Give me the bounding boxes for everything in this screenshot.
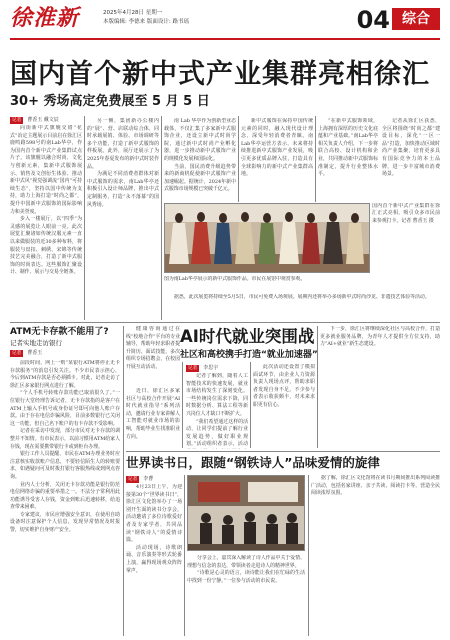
- story4-column-1: [126, 484, 182, 636]
- byline-tag: 记者: [188, 366, 198, 371]
- lead-paragraph: 记者从徐汇区获悉，全区将围绕“时尚之都”建设目标，深化“一区一品”打造，加快推动区域时尚产业集聚，培育更多具有国际竞争力的本土品牌，进一步丰富城市消费场景。: [382, 118, 440, 178]
- story3-paragraph: 下一步，徐汇区将继续深化社区与高校合作，打造更多就业服务品牌，为青年人才提供全方位支持，助力“AI+就业”新生态建设。: [320, 326, 440, 348]
- section-badge: 综合: [392, 8, 440, 30]
- byline-names: 曹香玉 戴文辰: [27, 117, 59, 123]
- story2-headline: ATM无卡存款不能用了?: [10, 327, 109, 337]
- lead-photo-caption: 图为南Lab华亭展示的新中式服饰作品。市民在展馆中观赏参观。: [164, 276, 306, 282]
- fashion-display-photo: [165, 204, 370, 273]
- lead-subheadline: 30+ 秀场高定免费展至 5 月 5 日: [10, 94, 210, 109]
- column-divider: [161, 116, 162, 320]
- column-divider: [308, 475, 309, 636]
- story2-paragraph: 银行工作人员提醒，市民在ATM办理业务时应注意核实收款账户信息，不要轻信陌生人的转账要求，如遇疑问可及时拨打银行客服热线或到网点咨询。: [10, 451, 120, 480]
- story2-paragraph: 业内人士分析，关闭无卡存款功能是银行防范电信网络诈骗的重要举措之一。不法分子常利用此功能诱导受害人存钱，资金到账后迅速转移，给追查带来困难。: [10, 481, 120, 511]
- story2-column-1: [10, 360, 120, 636]
- story4-paragraph: “诗歌是心灵的语言，读诗能让我们在忙碌的生活中找到一份宁静。”一位参与活动的市民说。: [187, 570, 305, 584]
- masthead-meta: [103, 9, 189, 27]
- column-divider: [184, 475, 185, 636]
- story4-paragraph: 据了解，徐汇区文化馆将在读书月期间推出系列阅读推广活动，包括名家讲座、亲子共读、阅读打卡等，营造全民阅读浓厚氛围。: [311, 475, 440, 497]
- story2-paragraph: 前段时间，网上一则“某银行ATM将停止无卡存款服务”的消息引发关注。不少市民表示担心，今后到ATM存款是否必须插卡。对此，记者走访了徐汇区多家银行网点进行了解。: [10, 360, 120, 389]
- story3-column-2: [186, 373, 248, 449]
- byline-tag: 记者: [12, 351, 22, 356]
- byline-tag: 记者: [128, 477, 138, 482]
- story3-column-1a: [126, 326, 180, 386]
- lead-paragraph: 为满足不同消费者群体对新中式服饰的需求，南Lab华亭还积极引入设计师品牌，推出中式定制服务，打造“永不落幕”的国风秀场。: [87, 171, 159, 208]
- lead-paragraph: 向街新中式旗舰交错“花式”冶定主题展示目前启在徐汇区鹿鸣路598号的南Lab华亭，作为国内首个新中式产业集群试点片子。该旗舰以融合时尚、文化与创新元素，集新中式服饰展示、销售及文创衍生体验、推动新中式风“视觉强调流”国内“可持续生态”，坚持以国中传统为支持，助力上海打造“时尚之都”，提升中国新中式服饰的国际影响力和美誉度。: [10, 125, 82, 215]
- lead-column-5: [318, 118, 378, 200]
- story4-column-2: [187, 555, 305, 636]
- byline-names: 曹香玉: [27, 350, 43, 356]
- story3-headline: AI时代就业突围战: [180, 327, 315, 346]
- lead-paragraph: 据悉，此次展览将持续至5月5日，市民可免费入场观展。展期内还将举办多场新中式时尚沙龙、非遗技艺体验等活动。: [174, 294, 430, 300]
- story2-paragraph: 记者在采访中发现，部分市民对无卡存款的调整并不知情。有市民表示，以前习惯用ATM给家人存钱，现在需要携带银行卡或到柜台办理。: [10, 428, 120, 450]
- story3-column-4: [320, 326, 440, 448]
- column-divider: [317, 326, 318, 448]
- lead-paragraph: “在新中式服饰领域，上海拥有深厚的历史文化底蕴和产业基础。”南Lab华亭相关负责人介绍，下一步将联合高校、设计机构和企业，共同推动新中式服饰标准制定，提升行业整体水平。: [318, 118, 378, 178]
- masthead-divider: [10, 38, 440, 40]
- lead-paragraph: 当前，国民消费升级趋势带来的新商机促使新中式服饰产业加速崛起。据统计，2024年新中式服饰市场规模已突破千亿元。: [164, 163, 236, 193]
- story3-paragraph: 此次活动还设置了模拟面试环节，由企业人力资源负责人现场点评，帮助求职者发现自身不足。不少参与者表示收获颇丰，对未来求职更有信心。: [253, 364, 315, 408]
- lead-paragraph: 步入一楼展厅，以“四季”为灵感的展览让人眼前一亮。此次展览汇聚诸如传统汉服元素一直以来做服装的近30多种布料，将服装与盘扣、刺绣、宋锦等传统技艺完美融合，打造了新中式服饰的时尚表达。这些服饰汇聚设计、制作、展示与交易全链条。: [10, 216, 82, 276]
- lead-column-4: [241, 118, 313, 200]
- story3-paragraph: 近日，徐汇区多家社区与高校合作开展“AI时代就业指导”系列活动，邀请行业专家讲解人工智能对就业市场的影响，帮助毕业生找准职业方向。: [126, 388, 180, 440]
- lead-headline: 国内首个新中式产业集群亮相徐汇: [10, 59, 430, 90]
- story4-headline: 世界读书日，跟随“钢铁诗人”品味爱情的旋律: [126, 455, 380, 470]
- story4-paragraph: 4月23日上午，为迎接第30个“世界读书日”，徐汇区文化馆举办了一场别开生面的读书分享会。活动邀请了多位诗歌爱好者及专家学者，共同品读“钢铁诗人”的爱情诗篇。: [126, 484, 182, 544]
- lead-paragraph: 另一侧，集团新办公楼内的“展”、营、店联动综合体，同时承载展销、体验、市场调研等多个功能，打造了新中式服饰的样板展。此外，展厅还展示了为2025年春夏发布的新中式时装作品。: [87, 118, 159, 170]
- story4-column-3: [311, 475, 440, 636]
- column-divider: [123, 326, 124, 636]
- lead-byline: [10, 116, 59, 124]
- story4-paragraph: 活动现场，诗歌朗诵、音乐演奏等形式轮番上演，赢得现场观众阵阵掌声。: [126, 544, 182, 574]
- section-divider: [10, 322, 440, 323]
- lead-paragraph: 新中式服饰在保持中国传统元素的同时，融入现代设计理念，深受年轻消费者青睐。南Lab华亭运营方表示，未来将持续推进新中式服饰产业发展，吸引更多优质品牌入驻，打造具有全球影响力的新中式产业集群高地。: [241, 118, 313, 178]
- lead-column-1: [10, 125, 82, 321]
- lead-column-2: [87, 118, 159, 320]
- editor-credits: 本版编辑: 李德来 版面设计: 路书瑶: [103, 19, 189, 25]
- section-divider: [126, 451, 440, 452]
- story3-paragraph: “我们希望通过这样的活动，让同学们提前了解行业发展趋势，做好职业规划。”活动组织者表示，活动: [186, 418, 248, 448]
- byline-tag: 记者: [12, 118, 22, 123]
- story2-paragraph: 专家建议，市民应增强安全意识，在使用自助设备时注意保护个人信息，发现异常情况及时报警，切实维护自身财产安全。: [10, 511, 120, 534]
- story3-paragraph: 记者了解到，随着人工智能技术的快速发展，就业市场结构发生了深刻变化。一些传统岗位需求下降，同时数据分析、算法工程等新兴岗位人才缺口不断扩大。: [186, 373, 248, 417]
- page-number: 04: [356, 6, 390, 34]
- column-divider: [315, 116, 316, 202]
- column-divider: [84, 116, 85, 320]
- reading-event-photo: [188, 476, 305, 551]
- issue-date: 2025年4月28日 星期一: [103, 10, 163, 16]
- lead-column-7: [164, 294, 440, 318]
- column-divider: [238, 116, 239, 202]
- byline-names: 李思宇: [203, 365, 219, 371]
- masthead: [10, 4, 440, 38]
- story2-paragraph: “个人手机号转账存款功能已取消很久了。”一位银行大堂经理告诉记者，无卡存款指的是客户在ATM上输入手机号或身份证号即可向他人账户存款。由于存在电信诈骗风险，目前多数银行已关闭这一功能，但自己名下账户的有卡存款不受影响。: [10, 390, 120, 427]
- newspaper-logo: 徐淮新: [10, 6, 80, 31]
- story4-paragraph: 分享会上，嘉宾深入解读了诗人作品中关于爱情、理想与信念的表达，带领读者走进诗人的精神世界。: [187, 555, 305, 569]
- lead-photo: [164, 203, 370, 273]
- story2-byline: [10, 349, 42, 357]
- lead-column-6: [382, 118, 440, 200]
- lead-column-3: [164, 118, 236, 200]
- lead-photo-caption-side: 国内首个新中式产业集群在徐汇正式亮相，吸引众多市民前来参观打卡。记者 曹香玉 摄: [372, 203, 440, 224]
- column-divider: [182, 362, 183, 448]
- story4-photo: [187, 475, 305, 551]
- story2-subheadline: 记者实地走访银行: [10, 339, 62, 347]
- story3-column-3: [253, 364, 315, 449]
- column-divider: [250, 362, 251, 448]
- story3-byline: [186, 364, 218, 372]
- story3-column-1b: [126, 388, 180, 448]
- story3-subheadline: 社区和高校携手打造“就业加速器”: [180, 350, 318, 360]
- byline-names: 李曹: [143, 476, 154, 482]
- story3-paragraph: 健康咨询通过在线“校地合作”平台的专业辅导，帮助年轻求职者提升简历、面试技能，多次组织专场招聘会，在校园开展互动活动。: [126, 326, 180, 370]
- story4-byline: [126, 475, 153, 483]
- lead-paragraph: 南 Lab 华亭作为创新型业态载体，不仅汇集了多家新中式服饰企业，还设立新中式时尚学院，通过新中式时尚产业孵化器，进一步推动新中式服饰产业的规模化发展和国际化。: [164, 118, 236, 162]
